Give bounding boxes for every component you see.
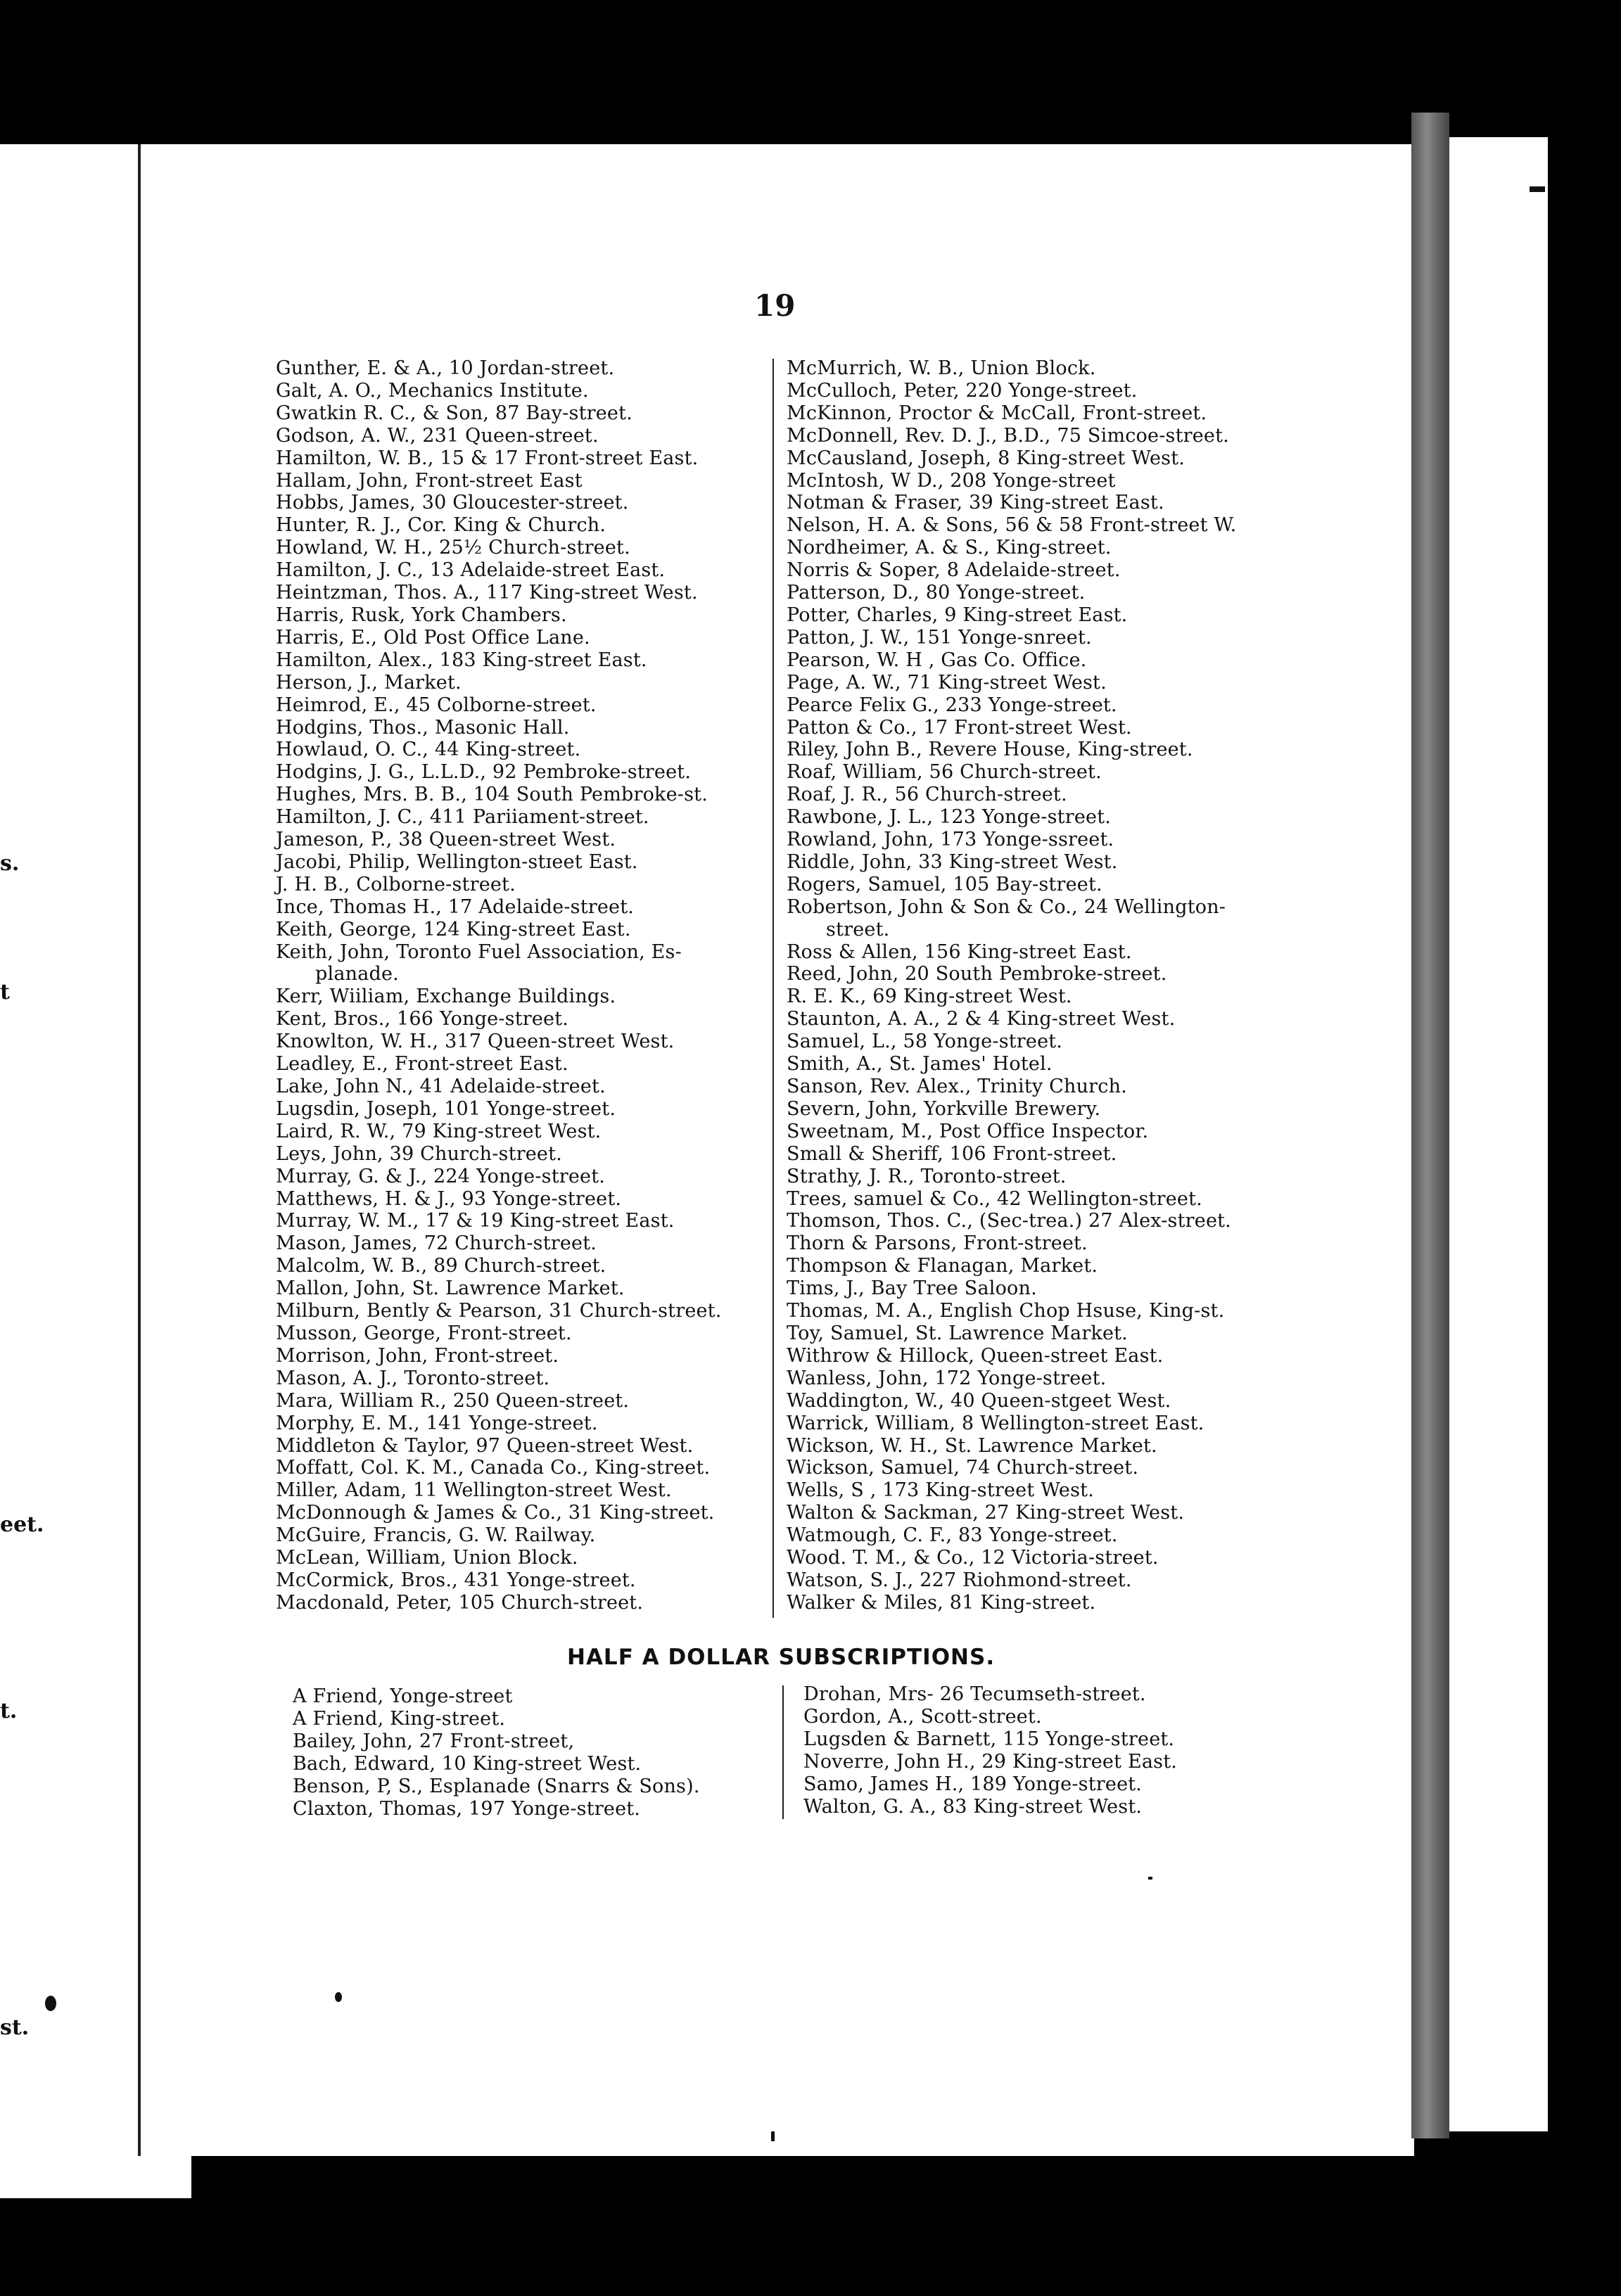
list-item: A Friend, Yonge-street [293,1685,513,1707]
list-item: Rowland, John, 173 Yonge-ssreet. [787,829,1114,851]
facing-page-fragment: t [0,980,10,1005]
facing-page-fragment: t. [0,1699,18,1723]
list-item: Howland, W. H., 25½ Church-street. [276,537,630,559]
ink-mark [771,2131,775,2141]
list-item: McDonnell, Rev. D. J., B.D., 75 Simcoe-street. [787,424,1229,447]
list-item: Thomas, M. A., English Chop Hsuse, King-st. [787,1300,1225,1322]
half-dollar-list-right [803,1683,1177,1818]
ink-mark [335,1992,342,2002]
list-item: Robertson, John & Son & Co., 24 Wellington- [787,895,1226,918]
list-item: McLean, William, Union Block. [276,1547,578,1569]
list-item-continuation: street. [826,918,890,940]
list-item: Heintzman, Thos. A., 117 King-street West. [276,582,698,604]
list-item: Trees, samuel & Co., 42 Wellington-street. [787,1187,1202,1210]
list-item: Hamilton, J. C., 13 Adelaide-street East. [276,559,666,582]
list-item: Mallon, John, St. Lawrence Market. [276,1277,625,1300]
list-item: Riley, John B., Revere House, King-street. [787,739,1193,761]
list-item: Mason, A. J., Toronto-street. [276,1367,550,1389]
list-item: Lugsdin, Joseph, 101 Yonge-street. [276,1097,616,1120]
list-item: Strathy, J. R., Toronto-street. [787,1165,1067,1187]
list-item: Malcolm, W. B., 89 Church-street. [276,1255,606,1277]
list-item-continuation: planade. [315,963,399,986]
list-item: J. H. B., Colborne-street. [276,873,516,895]
list-item: Ross & Allen, 156 King-street East. [787,940,1132,963]
list-item: Musson, George, Front-street. [276,1322,572,1344]
list-item: McIntosh, W D., 208 Yonge-street [787,469,1116,492]
list-item: Benson, P, S., Esplanade (Snarrs & Sons). [293,1775,700,1797]
list-item: Hunter, R. J., Cor. King & Church. [276,514,606,537]
list-item: Heimrod, E., 45 Colborne-street. [276,694,597,716]
list-item: Toy, Samuel, St. Lawrence Market. [787,1322,1128,1344]
list-item: Thomson, Thos. C., (Sec-trea.) 27 Alex-street. [787,1210,1231,1232]
list-item: Drohan, Mrs- 26 Tecumseth-street. [803,1683,1146,1705]
page-edge-shadow [1411,113,1449,2138]
list-item: Hughes, Mrs. B. B., 104 South Pembroke-st. [276,784,708,806]
list-item: Hamilton, Alex., 183 King-street East. [276,649,647,671]
list-item: McCormick, Bros., 431 Yonge-street. [276,1569,636,1591]
list-item: Wood. T. M., & Co., 12 Victoria-street. [787,1547,1159,1569]
list-item: Roaf, William, 56 Church-street. [787,761,1102,784]
list-item: Potter, Charles, 9 King-street East. [787,604,1128,626]
list-item: Thorn & Parsons, Front-street. [787,1232,1088,1255]
list-item: Moffatt, Col. K. M., Canada Co., King-street. [276,1457,711,1479]
list-item: McGuire, Francis, G. W. Railway. [276,1524,596,1547]
list-item: Kent, Bros., 166 Yonge-street. [276,1008,569,1031]
list-item: Macdonald, Peter, 105 Church-street. [276,1591,644,1614]
list-item: Pearce Felix G., 233 Yonge-street. [787,694,1117,716]
column-divider [782,1685,784,1819]
section-heading: HALF A DOLLAR SUBSCRIPTIONS. [567,1645,996,1670]
list-item: Mason, James, 72 Church-street. [276,1232,597,1255]
list-item: Galt, A. O., Mechanics Institute. [276,379,589,402]
list-item: Norris & Soper, 8 Adelaide-street. [787,559,1121,582]
list-item: Murray, W. M., 17 & 19 King-street East. [276,1210,675,1232]
list-item: Murray, G. & J., 224 Yonge-street. [276,1165,606,1187]
list-item: Severn, John, Yorkville Brewery. [787,1097,1101,1120]
list-item: Tims, J., Bay Tree Saloon. [787,1277,1037,1300]
list-item: Hobbs, James, 30 Gloucester-street. [276,492,629,514]
list-item: Hodgins, J. G., L.L.D., 92 Pembroke-street. [276,761,692,784]
list-item: Pearson, W. H , Gas Co. Office. [787,649,1087,671]
list-item: Rawbone, J. L., 123 Yonge-street. [787,806,1112,829]
list-item: Walker & Miles, 81 King-street. [787,1591,1096,1614]
list-item: Withrow & Hillock, Queen-street East. [787,1344,1164,1367]
list-item: Nelson, H. A. & Sons, 56 & 58 Front-street W. [787,514,1237,537]
list-item: Milburn, Bently & Pearson, 31 Church-street. [276,1300,722,1322]
list-item: Lake, John N., 41 Adelaide-street. [276,1076,606,1097]
list-item: McKinnon, Proctor & McCall, Front-street. [787,402,1207,424]
list-item: McCulloch, Peter, 220 Yonge-street. [787,379,1138,402]
list-item: Hamilton, W. B., 15 & 17 Front-street East. [276,447,699,469]
list-item: Smith, A., St. James' Hotel. [787,1053,1053,1076]
facing-page-fragment: s. [0,851,20,876]
next-page-edge [1449,137,1548,2131]
list-item: Morrison, John, Front-street. [276,1344,559,1367]
list-item: Jameson, P., 38 Queen-street West. [276,829,616,851]
list-item: Herson, J., Market. [276,671,462,694]
list-item: Hallam, John, Front-street East [276,469,583,492]
list-item: Gordon, A., Scott-street. [803,1705,1042,1728]
list-item: Wanless, John, 172 Yonge-street. [787,1367,1107,1389]
list-item: A Friend, King-street. [293,1707,506,1730]
list-item: Bach, Edward, 10 King-street West. [293,1752,642,1775]
list-item: R. E. K., 69 King-street West. [787,986,1072,1008]
list-item: Laird, R. W., 79 King-street West. [276,1120,602,1142]
list-item: Patton, J. W., 151 Yonge-snreet. [787,626,1092,649]
ink-mark [1148,1877,1152,1880]
list-item: Keith, George, 124 King-street East. [276,918,631,940]
list-item: Rogers, Samuel, 105 Bay-street. [787,873,1102,895]
list-item: Harris, E., Old Post Office Lane. [276,626,590,649]
list-item: Harris, Rusk, York Chambers. [276,604,567,626]
subscriber-list-left [276,357,722,1614]
facing-page-fragment: st. [0,2015,30,2040]
list-item: Reed, John, 20 South Pembroke-street. [787,963,1167,986]
list-item: Leys, John, 39 Church-street. [276,1142,562,1165]
list-item: Page, A. W., 71 King-street West. [787,671,1107,694]
list-item: Middleton & Taylor, 97 Queen-street West. [276,1434,694,1457]
list-item: Howlaud, O. C., 44 King-street. [276,739,581,761]
list-item: Miller, Adam, 11 Wellington-street West. [276,1479,672,1502]
list-item: Wickson, Samuel, 74 Church-street. [787,1457,1139,1479]
list-item: Thompson & Flanagan, Market. [787,1255,1098,1277]
list-item: Wickson, W. H., St. Lawrence Market. [787,1434,1157,1457]
subscriber-list-right [787,357,1236,1614]
list-item: Nordheimer, A. & S., King-street. [787,537,1112,559]
half-dollar-list-left [293,1685,700,1820]
list-item: Gwatkin R. C., & Son, 87 Bay-street. [276,402,632,424]
list-item: Noverre, John H., 29 King-street East. [803,1750,1178,1773]
list-item: Warrick, William, 8 Wellington-street East. [787,1412,1204,1434]
list-item: Patton & Co., 17 Front-street West. [787,716,1132,739]
list-item: Hamilton, J. C., 411 Pariiament-street. [276,806,649,829]
list-item: Notman & Fraser, 39 King-street East. [787,492,1164,514]
ink-mark [1530,186,1545,192]
list-item: Sweetnam, M., Post Office Inspector. [787,1120,1149,1142]
list-item: McDonnough & James & Co., 31 King-street. [276,1502,715,1524]
list-item: Samuel, L., 58 Yonge-street. [787,1031,1063,1053]
list-item: Roaf, J. R., 56 Church-street. [787,784,1067,806]
list-item: Small & Sheriff, 106 Front-street. [787,1142,1117,1165]
list-item: Lugsden & Barnett, 115 Yonge-street. [803,1728,1175,1750]
list-item: Kerr, Wiiliam, Exchange Buildings. [276,986,616,1008]
column-divider [773,359,774,1618]
list-item: Knowlton, W. H., 317 Queen-street West. [276,1031,675,1053]
list-item: Walton, G. A., 83 King-street West. [803,1795,1143,1818]
list-item: Morphy, E. M., 141 Yonge-street. [276,1412,598,1434]
facing-page-fragment: eet. [0,1512,44,1537]
list-item: Jacobi, Philip, Wellington-stɪeet East. [276,850,638,873]
list-item: Wells, S , 173 King-street West. [787,1479,1095,1502]
list-item: Mara, William R., 250 Queen-street. [276,1389,630,1412]
list-item: McMurrich, W. B., Union Block. [787,357,1096,379]
list-item: Riddle, John, 33 King-street West. [787,850,1118,873]
list-item: Godson, A. W., 231 Queen-street. [276,424,599,447]
list-item: Claxton, Thomas, 197 Yonge-street. [293,1797,641,1820]
list-item: Walton & Sackman, 27 King-street West. [787,1502,1185,1524]
list-item: Patterson, D., 80 Yonge-street. [787,582,1086,604]
list-item: Samo, James H., 189 Yonge-street. [803,1773,1143,1795]
list-item: Ince, Thomas H., 17 Adelaide-street. [276,895,635,918]
list-item: Watmough, C. F., 83 Yonge-street. [787,1524,1118,1547]
list-item: Matthews, H. & J., 93 Yonge-street. [276,1187,622,1210]
list-item: Keith, John, Toronto Fuel Association, Es- [276,940,682,963]
list-item: Bailey, John, 27 Front-street, [293,1730,575,1752]
list-item: Leadley, E., Front-street East. [276,1053,568,1076]
page-number: 19 [754,288,796,323]
list-item: Gunther, E. & A., 10 Jordan-street. [276,357,615,379]
list-item: Hodgins, Thos., Masonic Hall. [276,716,570,739]
list-item: Watson, S. J., 227 Riohmond-street. [787,1569,1132,1591]
list-item: Staunton, A. A., 2 & 4 King-street West. [787,1008,1176,1031]
list-item: Sanson, Rev. Alex., Trinity Church. [787,1076,1127,1097]
list-item: McCausland, Joseph, 8 King-street West. [787,447,1185,469]
ink-spot [45,1996,56,2011]
list-item: Waddington, W., 40 Queen-stgeet West. [787,1389,1171,1412]
